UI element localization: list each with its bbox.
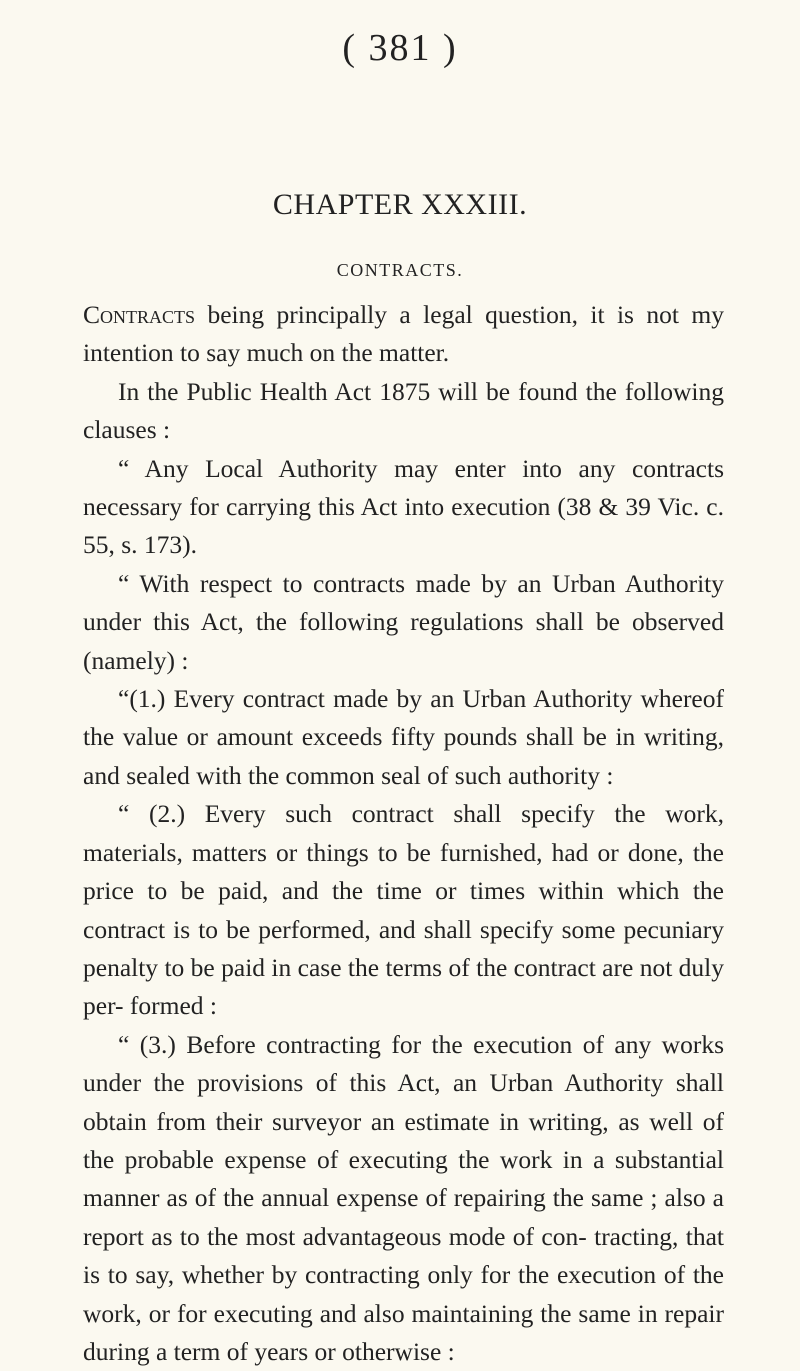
paragraph-5: “(1.) Every contract made by an Urban Authority whereof the value or amount exceeds fifty pounds shall be in writing, and sealed with the common seal of such authority : bbox=[83, 684, 724, 790]
paragraph-3: “ Any Local Authority may enter into any contracts necessary for carrying this Act into execution (38 & 39 Vic. c. 55, s. 173). bbox=[83, 453, 724, 560]
paragraph-2: In the Public Health Act 1875 will be found the following clauses : bbox=[83, 376, 724, 445]
section-title: CONTRACTS. bbox=[336, 260, 464, 280]
paragraph-7: “ (3.) Before contracting for the execution of any works under the provisions of this Act, an Urban Authority shall obtain from their surveyor an estimate in writing, as well of the probable expense of executing the work in a substantial manner as of the annual expense of repairing the same ; also a report as to the most advantageous mode of con- tracting, that is to say, whether by contracting only for the execution of the work, or for executing and also maintaining the same in repair during a term of years or otherwise : bbox=[83, 1029, 724, 1366]
paragraph-lead-word: Contracts bbox=[83, 300, 196, 329]
paragraph-6: “ (2.) Every such contract shall specify the work, materials, matters or things to be furnished, had or done, the price to be paid, and the time or times within which the contract is to be performed, and shall specify some pecuniary penalty to be paid in case the terms of the contract are not duly per- formed : bbox=[83, 799, 724, 1021]
chapter-title: CHAPTER XXXIII. bbox=[272, 188, 528, 221]
paragraph-1-text: being principally a legal question, it is not my intention to say much on the matter. bbox=[83, 300, 724, 368]
body-text bbox=[83, 296, 724, 1371]
page-number: ( 381 ) bbox=[342, 27, 458, 69]
paragraph-1 bbox=[83, 296, 724, 373]
paragraph-4: “ With respect to contracts made by an Urban Authority under this Act, the following regulations shall be observed (namely) : bbox=[83, 568, 724, 675]
